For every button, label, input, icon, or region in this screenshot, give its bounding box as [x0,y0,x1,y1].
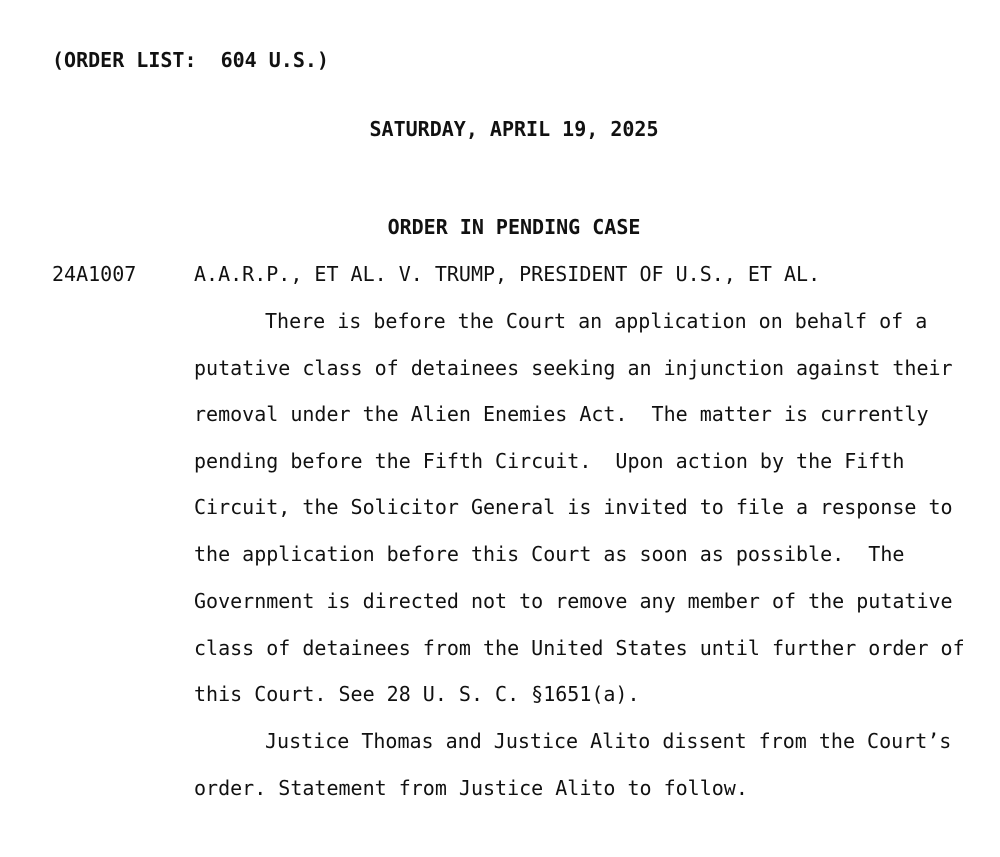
paragraph1-line: putative class of detainees seeking an injunction against their [194,356,953,380]
docket-number: 24A1007 [52,262,137,286]
paragraph1-line: Government is directed not to remove any member of the putative [194,589,953,613]
paragraph1-line: the application before this Court as soon as possible. The [194,542,905,566]
paragraph1-line: There is before the Court an application on behalf of a [265,309,928,333]
case-caption: A.A.R.P., ET AL. V. TRUMP, PRESIDENT OF U.S., ET AL. [194,262,821,286]
section-heading: ORDER IN PENDING CASE [387,215,641,239]
paragraph2-line: Justice Thomas and Justice Alito dissent from the Court’s [265,729,952,753]
order-list-label: (ORDER LIST: 604 U.S.) [52,48,329,72]
paragraph1-line: pending before the Fifth Circuit. Upon action by the Fifth [194,449,905,473]
paragraph1-line: removal under the Alien Enemies Act. The matter is currently [194,402,929,426]
paragraph1-line: class of detainees from the United States until further order of [194,636,965,660]
paragraph1-line: Circuit, the Solicitor General is invited to file a response to [194,495,953,519]
paragraph2-line: order. Statement from Justice Alito to follow. [194,776,748,800]
paragraph1-line: this Court. See 28 U. S. C. §1651(a). [194,682,640,706]
order-date: SATURDAY, APRIL 19, 2025 [369,117,659,141]
